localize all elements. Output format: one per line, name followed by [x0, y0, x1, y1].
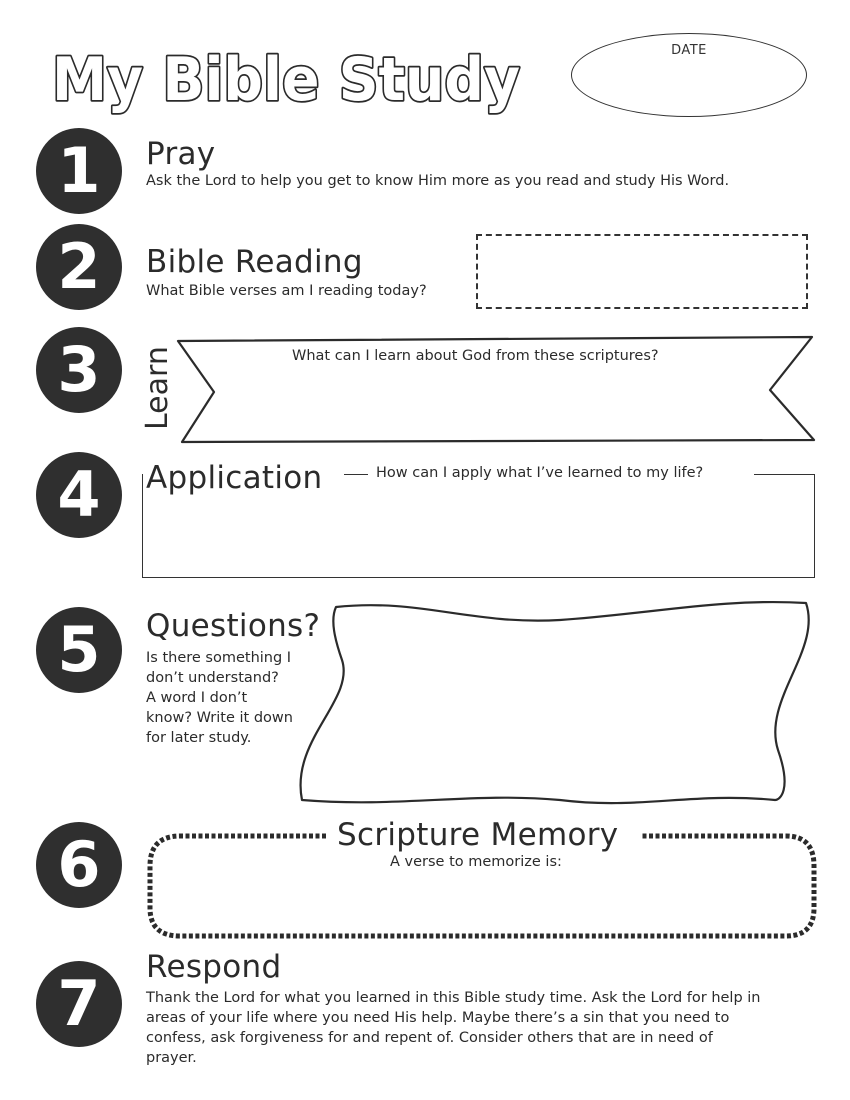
step-5-number-badge: 5 — [36, 607, 122, 693]
step-4-number-badge: 4 — [36, 452, 122, 538]
step-2-instruction: What Bible verses am I reading today? — [146, 283, 427, 299]
step-7-line: areas of your life where you need His help. Maybe there’s a sin that you need to — [146, 1010, 730, 1026]
step-7-number-badge: 7 — [36, 961, 122, 1047]
step-6-heading: Scripture Memory — [337, 817, 619, 853]
step-6-number-badge: 6 — [36, 822, 122, 908]
step-2-heading: Bible Reading — [146, 244, 363, 280]
step-3-prompt: What can I learn about God from these scriptures? — [292, 348, 659, 364]
step-1-number-badge: 1 — [36, 128, 122, 214]
step-5-line: don’t understand? — [146, 670, 279, 686]
step-5-line: A word I don’t — [146, 690, 248, 706]
date-label: DATE — [671, 43, 707, 58]
step-2-number-badge: 2 — [36, 224, 122, 310]
step-1-instruction: Ask the Lord to help you get to know Him more as you read and study His Word. — [146, 173, 730, 189]
step-5-heading: Questions? — [146, 608, 321, 644]
step-7-heading: Respond — [146, 949, 282, 985]
step-4-prompt: How can I apply what I’ve learned to my life? — [376, 465, 704, 481]
step-7-line: prayer. — [146, 1050, 197, 1066]
page-title-text: My Bible Study — [52, 45, 520, 115]
step-7-instruction — [146, 988, 761, 1068]
step-7-line: Thank the Lord for what you learned in this Bible study time. Ask the Lord for help in — [146, 990, 761, 1006]
step-6-prompt: A verse to memorize is: — [390, 854, 562, 870]
step-5-line: Is there something I — [146, 650, 292, 666]
step-7-line: confess, ask forgiveness for and repent of. Consider others that are in need of — [146, 1030, 713, 1046]
step-3-number-badge: 3 — [36, 327, 122, 413]
step-5-line: for later study. — [146, 730, 252, 746]
step-4-heading: Application — [146, 460, 323, 496]
step-1-heading: Pray — [146, 136, 216, 172]
step-5-line: know? Write it down — [146, 710, 293, 726]
step-3-heading: Learn — [140, 346, 175, 430]
